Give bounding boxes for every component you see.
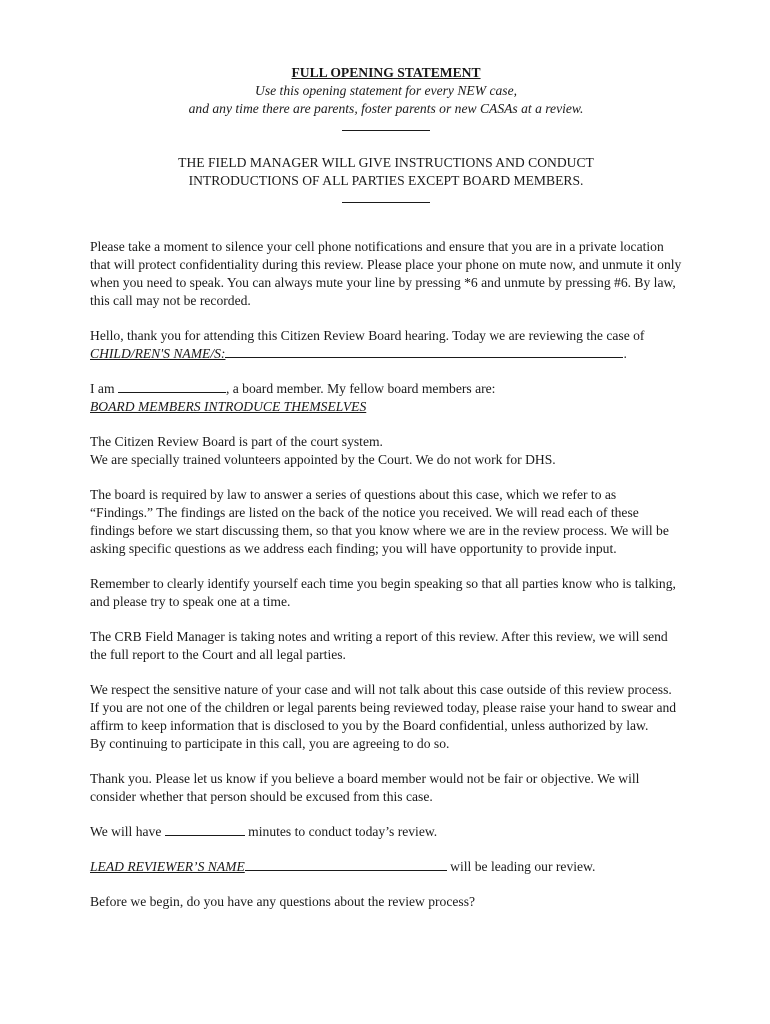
paragraph-confidential: [90, 681, 682, 753]
confidential-main: We respect the sensitive nature of your case and will not talk about this case outside of this review process. If you are not one of the children or legal parents being reviewed today, please raise your hand to swear and affirm to keep information that is disclosed to you by the Board confidential, unless authorized by law.: [90, 682, 677, 733]
separator-rule-1: [90, 118, 682, 136]
subtitle-line-1: Use this opening statement for every NEW case,: [255, 83, 517, 98]
paragraph-crb-court: [90, 433, 682, 469]
lead-reviewer-blank: [245, 858, 447, 871]
crb-line-1: The Citizen Review Board is part of the court system.: [90, 434, 383, 449]
lead-reviewer-end: will be leading our review.: [446, 859, 596, 874]
minutes-start: We will have: [90, 824, 165, 839]
paragraph-objective: Thank you. Please let us know if you believe a board member would not be fair or objective. We will consider whether that person should be excused from this case.: [90, 771, 640, 804]
member-name-blank: [118, 380, 226, 393]
paragraph-i-am: [90, 380, 682, 416]
paragraph-lead-reviewer: [90, 858, 682, 876]
instruction-line-2: INTRODUCTIONS OF ALL PARTIES EXCEPT BOARD MEMBERS.: [188, 173, 584, 188]
confidential-agree: By continuing to participate in this call, you are agreeing to do so.: [90, 736, 450, 751]
child-name-blank: [225, 345, 623, 358]
minutes-blank: [165, 823, 245, 836]
paragraph-questions: Before we begin, do you have any questions about the review process?: [90, 894, 476, 909]
hello-text: Hello, thank you for attending this Citizen Review Board hearing. Today we are reviewing the case of: [90, 328, 645, 343]
paragraph-minutes: [90, 823, 682, 841]
crb-line-2: We are specially trained volunteers appointed by the Court. We do not work for DHS.: [90, 452, 556, 467]
paragraph-identify: Remember to clearly identify yourself each time you begin speaking so that all parties know who is talking, and please try to speak one at a time.: [90, 576, 676, 609]
i-am-end: , a board member. My fellow board members are:: [225, 381, 496, 396]
lead-reviewer-field-label: LEAD REVIEWER’S NAME: [90, 859, 245, 874]
paragraph-field-manager: The CRB Field Manager is taking notes and writing a report of this review. After this review, we will send the full report to the Court and all legal parties.: [90, 629, 668, 662]
board-members-note: BOARD MEMBERS INTRODUCE THEMSELVES: [90, 399, 367, 414]
document-header: [90, 64, 682, 208]
document-page: [90, 64, 682, 911]
hello-end: .: [623, 346, 627, 361]
subtitle-line-2: and any time there are parents, foster parents or new CASAs at a review.: [188, 101, 584, 116]
child-name-field-label: CHILD/REN'S NAME/S:: [90, 346, 226, 361]
instruction-line-1: THE FIELD MANAGER WILL GIVE INSTRUCTIONS AND CONDUCT: [178, 155, 594, 170]
separator-rule-2: [90, 190, 682, 208]
paragraph-findings: The board is required by law to answer a series of questions about this case, which we refer to as “Findings.” The findings are listed on the back of the notice you received. We will read each of these findings before we start discussing them, so that you know where we are in the review process. We will be asking specific questions as we address each finding; you will have opportunity to provide input.: [90, 487, 669, 556]
paragraph-silence-phones: Please take a moment to silence your cell phone notifications and ensure that you are in a private location that will protect confidentiality during this review. Please place your phone on mute now, and unmute it only when you need to speak. You can always mute your line by pressing *6 and unmute by pressing #6. By law, this call may not be recorded.: [90, 239, 682, 308]
paragraph-hello: [90, 327, 682, 363]
i-am-start: I am: [90, 381, 118, 396]
minutes-end: minutes to conduct today’s review.: [244, 824, 438, 839]
document-title: FULL OPENING STATEMENT: [291, 65, 481, 80]
